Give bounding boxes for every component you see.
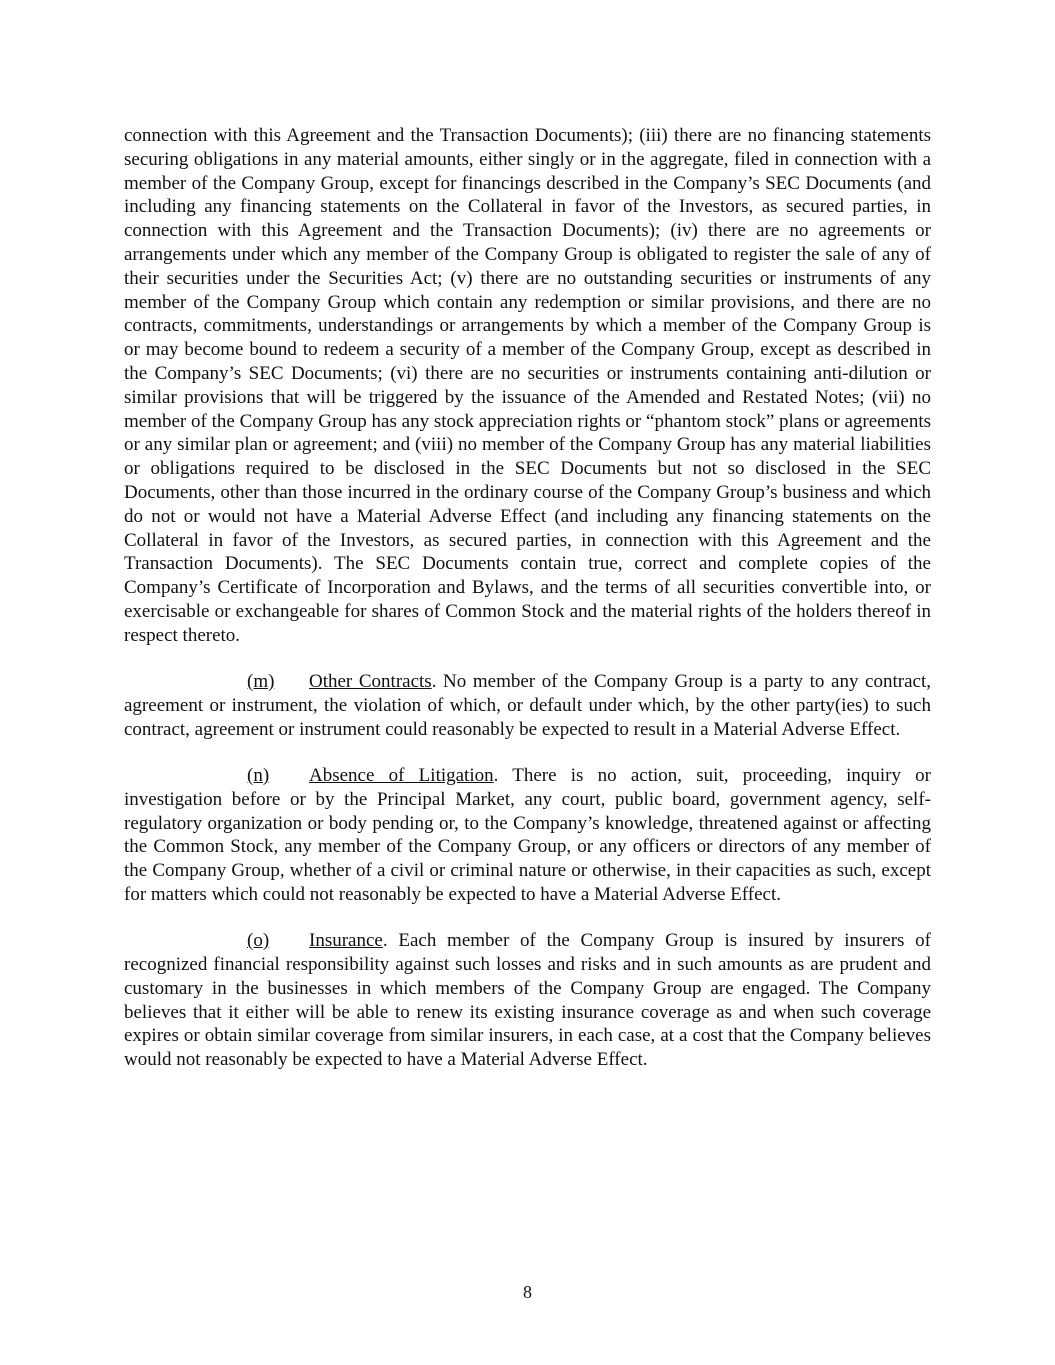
section-n-body: . There is no action, suit, proceeding, inquiry or investigation before or by the Principal Market, any court, public board, government agency, self-regulatory organization or body pending or, to the Company’s knowledge, threatened against or affecting the Common Stock, any member of the Company Group, or any officers or directors of any member of the Company Group, whether of a civil or criminal nature or otherwise, in their capacities as such, except for matters which could not reasonably be expected to have a Material Adverse Effect.: [124, 764, 931, 905]
section-m-number: (m): [247, 671, 275, 693]
section-m-paragraph: [124, 670, 931, 741]
section-o-heading: Insurance: [309, 930, 383, 952]
section-n-number: (n): [247, 764, 270, 786]
section-m-heading: Other Contracts: [309, 671, 432, 693]
section-o-paragraph: [124, 929, 931, 1072]
section-n-paragraph: [124, 764, 931, 907]
section-o-body: . Each member of the Company Group is insured by insurers of recognized financial responsibility against such losses and risks and in such amounts as are prudent and customary in the businesses in which members of the Company Group are engaged. The Company believes that it either will be able to renew its existing insurance coverage as and when such coverage expires or obtain similar coverage from similar insurers, in each case, at a cost that the Company believes would not reasonably be expected to have a Material Adverse Effect.: [124, 930, 931, 1071]
section-n-heading: Absence of Litigation: [309, 764, 494, 786]
continuation-paragraph: connection with this Agreement and the Transaction Documents); (iii) there are no financing statements securing obligations in any material amounts, either singly or in the aggregate, filed in connection with a member of the Company Group, except for financings described in the Company’s SEC Documents (and including any financing statements on the Collateral in favor of the Investors, as secured parties, in connection with this Agreement and the Transaction Documents); (iv) there are no agreements or arrangements under which any member of the Company Group is obligated to register the sale of any of their securities under the Securities Act; (v) there are no outstanding securities or instruments of any member of the Company Group which contain any redemption or similar provisions, and there are no contracts, commitments, understandings or arrangements by which a member of the Company Group is or may become bound to redeem a security of a member of the Company Group, except as described in the Company’s SEC Documents; (vi) there are no securities or instruments containing anti-dilution or similar provisions that will be triggered by the issuance of the Amended and Restated Notes; (vii) no member of the Company Group has any stock appreciation rights or “phantom stock” plans or agreements or any similar plan or agreement; and (viii) no member of the Company Group has any material liabilities or obligations required to be disclosed in the SEC Documents but not so disclosed in the SEC Documents, other than those incurred in the ordinary course of the Company Group’s business and which do not or would not have a Material Adverse Effect (and including any financing statements on the Collateral in favor of the Investors, as secured parties, in connection with this Agreement and the Transaction Documents). The SEC Documents contain true, correct and complete copies of the Company’s Certificate of Incorporation and Bylaws, and the terms of all securities convertible into, or exercisable or exchangeable for shares of Common Stock and the material rights of the holders thereof in respect thereto.: [124, 125, 931, 646]
document-page: [124, 124, 931, 1072]
section-m-body: . No member of the Company Group is a party to any contract, agreement or instrument, the violation of which, or default under which, by the other party(ies) to such contract, agreement or instrument could reasonably be expected to result in a Material Adverse Effect.: [124, 671, 931, 740]
page-number: 8: [523, 1282, 532, 1302]
section-o-number: (o): [247, 930, 270, 952]
